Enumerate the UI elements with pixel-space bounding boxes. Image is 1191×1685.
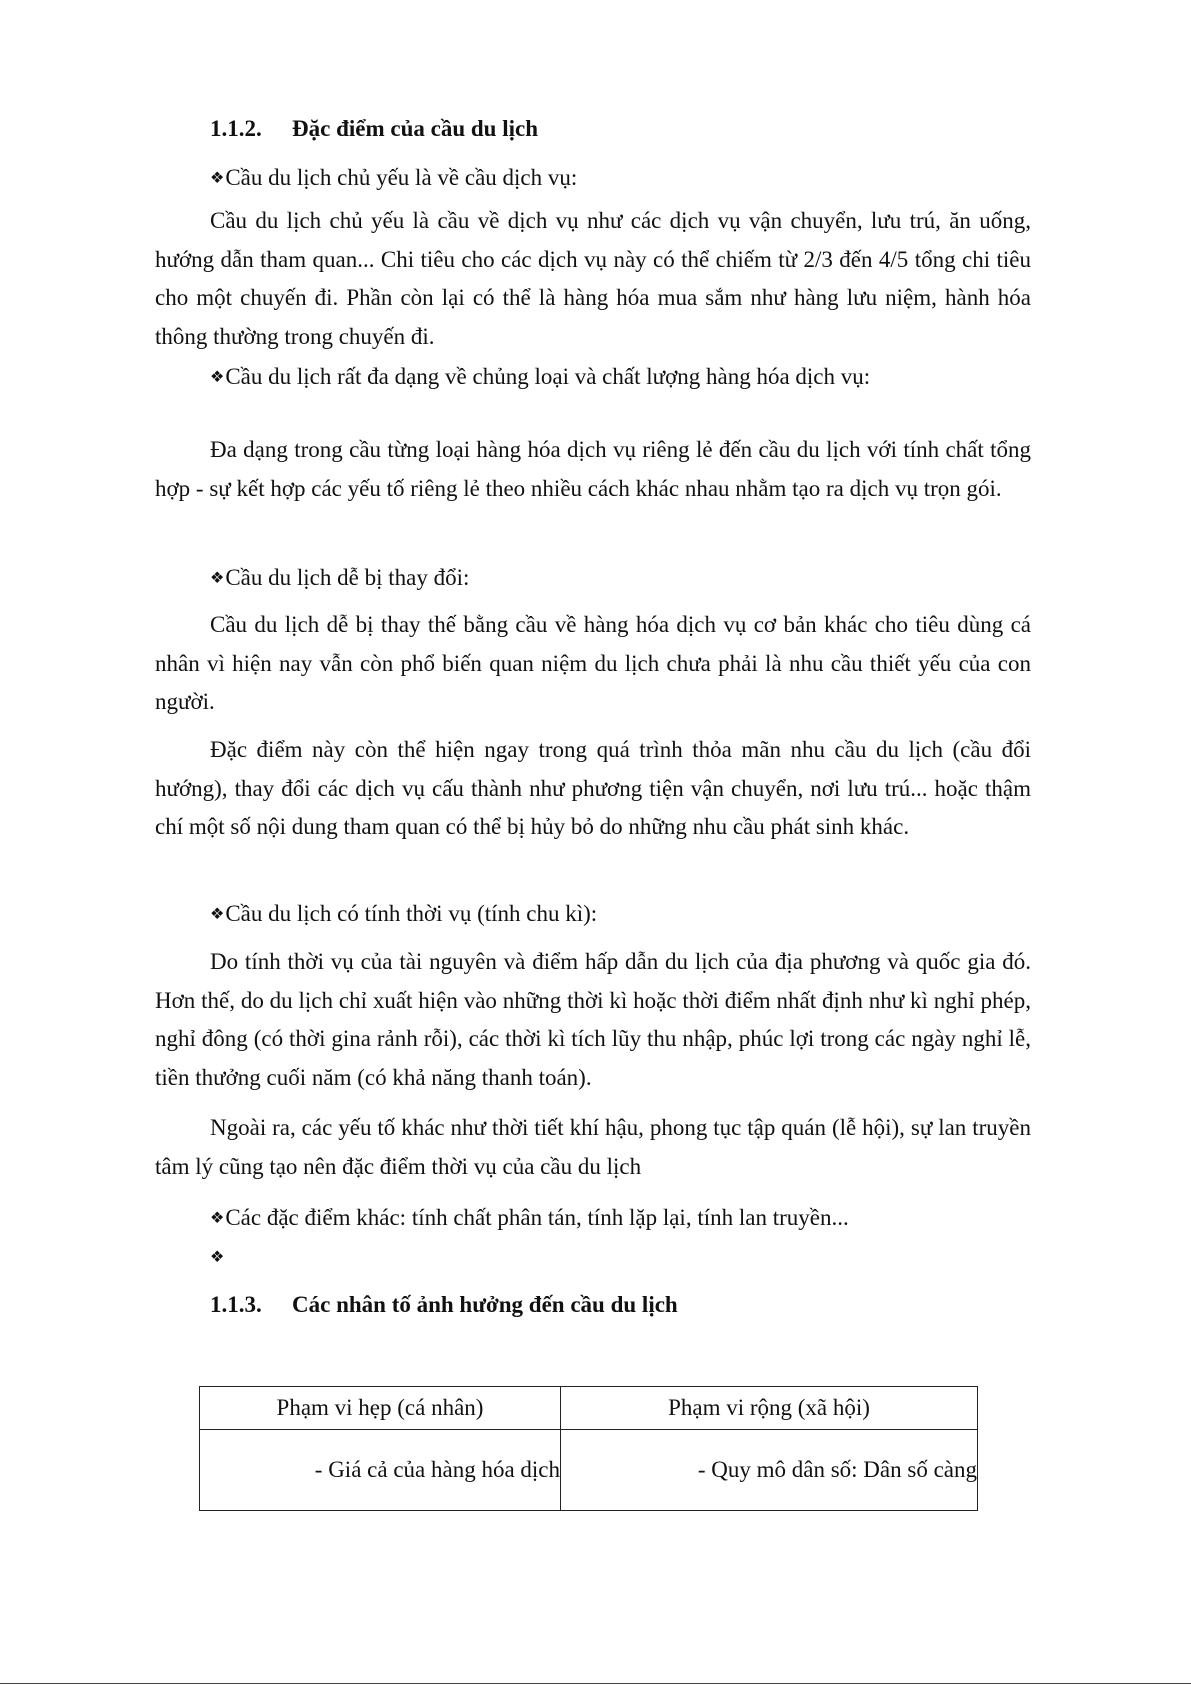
bullet-heading-diverse-demand (210, 362, 870, 393)
table-cell (200, 1430, 561, 1511)
paragraph-changeable-demand-2: Đặc điểm này còn thể hiện ngay trong quá trình thỏa mãn nhu cầu du lịch (cầu đổi hướng), thay đổi các dịch vụ cấu thành như phương tiện vận chuyển, nơi lưu trú... hoặc thậm chí một số nội dung tham quan có thể bị hủy bỏ do những nhu cầu phát sinh khác. (155, 737, 1031, 840)
bullet-heading-other-features (210, 1203, 849, 1234)
diamond-bullet-icon: ❖ (210, 369, 225, 386)
bullet-title: Cầu du lịch chủ yếu là về cầu dịch vụ: (225, 165, 578, 190)
section-heading-1-1-3 (210, 1290, 678, 1320)
paragraph-service-demand: Cầu du lịch chủ yếu là cầu về dịch vụ như các dịch vụ vận chuyển, lưu trú, ăn uống, hướng dẫn tham quan... Chi tiêu cho các dịch vụ này có thể chiếm từ 2/3 đến 4/5 tổng chi tiêu cho một chuyến đi. Phần còn lại có thể là hàng hóa mua sắm như hàng lưu niệm, hành hóa thông thường trong chuyến đi. (155, 208, 1031, 349)
table-header-cell: Phạm vi rộng (xã hội) (561, 1387, 978, 1430)
bullet-title: Cầu du lịch dễ bị thay đổi: (225, 565, 470, 590)
bullet-heading-seasonal-demand (210, 899, 597, 930)
paragraph-seasonal-demand-1: Do tính thời vụ của tài nguyên và điểm hấp dẫn du lịch của địa phương và quốc gia đó. Hơn thế, do du lịch chỉ xuất hiện vào những thời kì hoặc thời điểm nhất định như kì nghỉ phép, nghỉ đông (có thời gina rảnh rỗi), các thời kì tích lũy thu nhập, phúc lợi trong các ngày nghỉ lễ, tiền thưởng cuối năm (có khả năng thanh toán). (155, 949, 1031, 1090)
section-number: 1.1.3. (210, 1292, 262, 1317)
section-title: Các nhân tố ảnh hưởng đến cầu du lịch (292, 1292, 678, 1317)
table-row (200, 1430, 978, 1511)
diamond-bullet-icon: ❖ (210, 1249, 225, 1266)
section-heading-1-1-2 (210, 114, 538, 144)
bullet-heading-service-demand (210, 163, 577, 194)
bullet-title: Cầu du lịch có tính thời vụ (tính chu kì): (225, 901, 598, 926)
page-bottom-rule (0, 1683, 1191, 1684)
bullet-heading-changeable-demand (210, 563, 469, 594)
table-header-row (200, 1387, 978, 1430)
section-title: Đặc điểm của cầu du lịch (292, 116, 538, 141)
paragraph-diverse-demand: Đa dạng trong cầu từng loại hàng hóa dịch vụ riêng lẻ đến cầu du lịch với tính chất tổng hợp - sự kết hợp các yếu tố riêng lẻ theo nhiều cách khác nhau nhằm tạo ra dịch vụ trọn gói. (155, 437, 1031, 501)
diamond-bullet-icon: ❖ (210, 570, 225, 587)
factors-table (199, 1386, 978, 1511)
table-cell-text: - Quy mô dân số: Dân số càng (697, 1457, 977, 1482)
paragraph-seasonal-demand-2: Ngoài ra, các yếu tố khác như thời tiết khí hậu, phong tục tập quán (lễ hội), sự lan truyền tâm lý cũng tạo nên đặc điểm thời vụ của cầu du lịch (155, 1115, 1031, 1179)
table-header-cell: Phạm vi hẹp (cá nhân) (200, 1387, 561, 1430)
diamond-bullet-icon: ❖ (210, 1210, 225, 1227)
diamond-bullet-icon: ❖ (210, 170, 225, 187)
bullet-title: Cầu du lịch rất đa dạng về chủng loại và chất lượng hàng hóa dịch vụ: (225, 364, 871, 389)
table-cell-text: - Giá cả của hàng hóa dịch (314, 1457, 560, 1482)
section-number: 1.1.2. (210, 116, 262, 141)
bullet-title: Các đặc điểm khác: tính chất phân tán, tính lặp lại, tính lan truyền... (225, 1205, 849, 1230)
empty-bullet (210, 1242, 225, 1273)
paragraph-changeable-demand-1: Cầu du lịch dễ bị thay thế bằng cầu về hàng hóa dịch vụ cơ bản khác cho tiêu dùng cá nhân vì hiện nay vẫn còn phổ biến quan niệm du lịch chưa phải là nhu cầu thiết yếu của con người. (155, 612, 1031, 715)
diamond-bullet-icon: ❖ (210, 906, 225, 923)
table-cell (561, 1430, 978, 1511)
